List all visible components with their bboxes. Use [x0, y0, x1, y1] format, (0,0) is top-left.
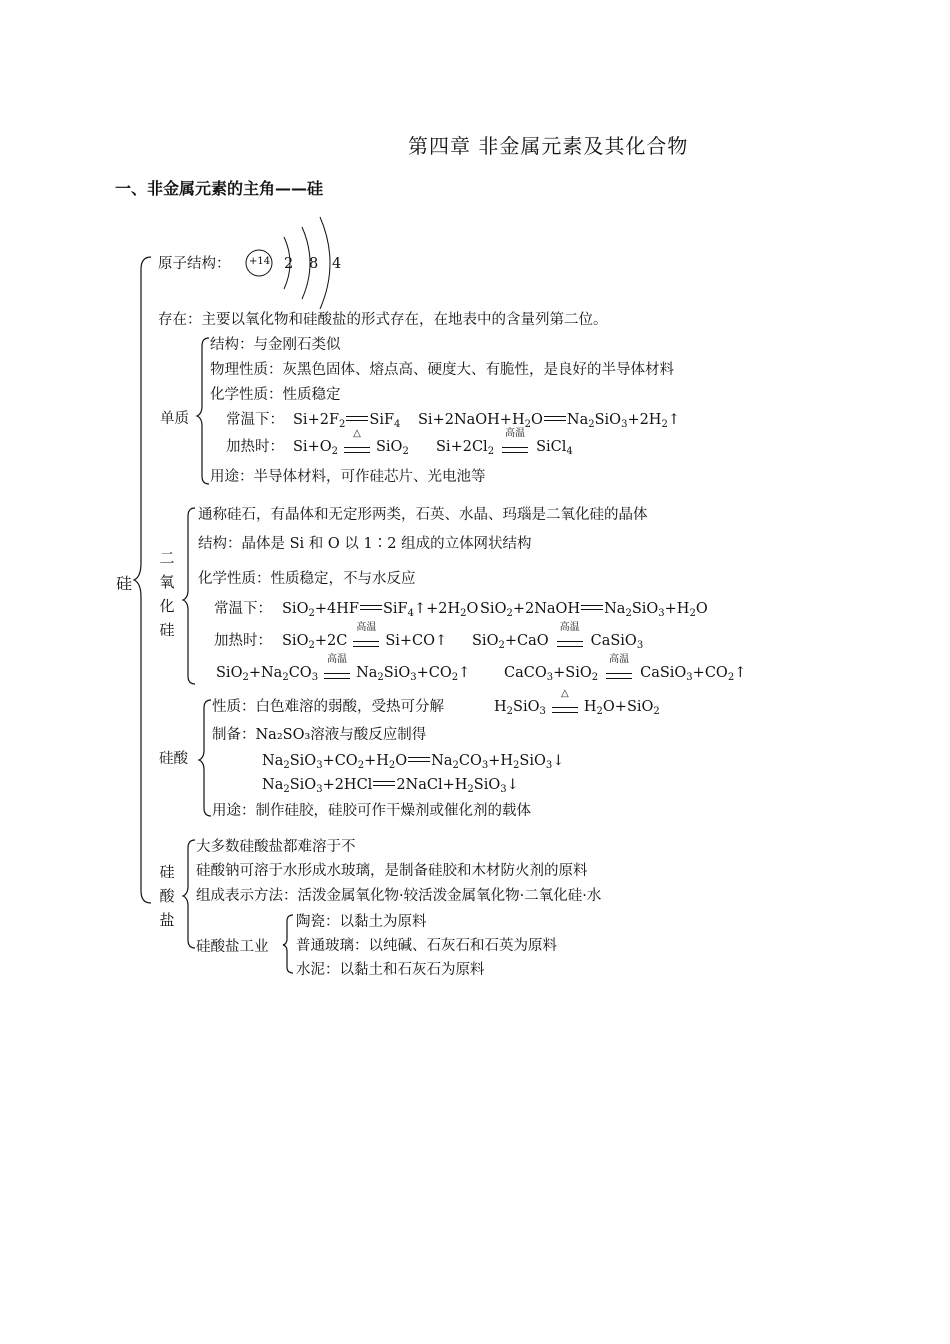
nucleus-charge: +14 — [249, 256, 271, 267]
eq-si-f2: $Si+2F_2$ SiF$_4$ — [293, 412, 401, 430]
industry-brace — [283, 913, 295, 975]
dioxide-chemical: 化学性质：性质稳定，不与水反应 — [198, 571, 416, 587]
section-title: 一、非金属元素的主角——硅 — [115, 179, 324, 198]
eq-si-naoh: $Si+2NaOH+H_2O$ $Na_2SiO_3+2H_2↑$ — [418, 412, 680, 430]
industry-glass: 普通玻璃：以纯碱、石灰石和石英为原料 — [296, 938, 557, 954]
root-label: 硅 — [116, 574, 133, 593]
acid-prep: 制备：Na₂SO₃溶液与酸反应制得 — [212, 727, 427, 743]
silicate-line-3: 组成表示方法：活泼金属氧化物·较活泼金属氧化物·二氧化硅·水 — [196, 888, 602, 904]
eq-si-cl2: $Si+2Cl_2$ 高温 SiCl$_4$ — [436, 428, 573, 457]
silicate-line-1: 大多数硅酸盐都难溶于不 — [196, 839, 356, 855]
acid-brace — [199, 698, 213, 818]
dioxide-heat-label: 加热时： — [214, 633, 272, 649]
element-chemical: 化学性质：性质稳定 — [210, 387, 341, 403]
silicate-brace — [183, 838, 197, 950]
silicate-line-2: 硅酸钠可溶于水形成水玻璃，是制备硅胶和木材防火剂的原料 — [196, 863, 588, 879]
industry-ceramics: 陶瓷：以黏土为原料 — [296, 914, 427, 930]
dioxide-structure: 结构：晶体是 Si 和 O 以 1∶2 组成的立体网状结构 — [198, 536, 532, 552]
silicate-industry-label: 硅酸盐工业 — [196, 939, 269, 955]
eq-na2sio3-hcl: $Na_2SiO_3+2HCl$ $2NaCl+H_2SiO_3↓$ — [262, 777, 519, 795]
element-physical: 物理性质：灰黑色固体、熔点高、硬度大、有脆性，是良好的半导体材料 — [210, 362, 674, 378]
existence-text: 存在：主要以氧化物和硅酸盐的形式存在，在地表中的含量列第二位。 — [158, 312, 608, 328]
dioxide-room-label: 常温下： — [214, 601, 272, 617]
acid-property: 性质：白色难溶的弱酸，受热可分解 — [212, 699, 444, 715]
element-label: 单质 — [160, 411, 189, 427]
eq-sio2-hf: SiO$_2$+4HF $SiF_4↑+2H_2O$ — [282, 601, 479, 619]
root-brace — [135, 255, 155, 905]
dioxide-name: 通称硅石，有晶体和无定形两类，石英、水晶、玛瑙是二氧化硅的晶体 — [198, 507, 648, 523]
element-room-label: 常温下： — [226, 412, 284, 428]
element-structure: 结构：与金刚石类似 — [210, 337, 341, 353]
eq-h2sio3-decomp: $H_2SiO_3$ △ $H_2O+SiO_2$ — [494, 688, 660, 717]
shell-3: 4 — [332, 256, 342, 272]
shell-2: 8 — [309, 256, 319, 272]
shell-1: 2 — [284, 256, 294, 272]
silicate-label: 硅 酸 盐 — [159, 863, 175, 929]
acid-label: 硅酸 — [159, 751, 188, 767]
cond-high-temp: 高温 — [505, 428, 526, 439]
dioxide-brace — [183, 506, 197, 686]
atomic-label: 原子结构： — [158, 256, 231, 272]
eq-sio2-cao: SiO$_2$+CaO 高温 CaSiO$_3$ — [472, 622, 644, 651]
eq-sio2-naoh: SiO$_2$+2NaOH $Na_2SiO_3+H_2O$ — [480, 601, 708, 619]
element-heat-label: 加热时： — [226, 439, 284, 455]
eq-caco3-sio2: CaCO$_3$+SiO$_2$ 高温 $CaSiO_3+CO_2↑$ — [504, 654, 747, 683]
chapter-title: 第四章 非金属元素及其化合物 — [408, 134, 689, 158]
element-brace — [197, 336, 211, 486]
cond-heat: △ — [353, 428, 361, 439]
industry-cement: 水泥：以黏土和石灰石为原料 — [296, 962, 485, 978]
eq-sio2-c: SiO$_2$+2C 高温 Si+CO↑ — [282, 622, 448, 651]
eq-si-o2: $Si+O_2$ △ SiO$_2$ — [293, 428, 409, 457]
eq-sio2-na2co3: $SiO_2+Na_2CO_3$ 高温 $Na_2SiO_3+CO_2↑$ — [216, 654, 471, 683]
eq-na2sio3-co2: $Na_2SiO_3+CO_2+H_2O$ $Na_2CO_3+H_2SiO_3↓$ — [262, 753, 565, 771]
dioxide-label: 二 氧 化 硅 — [159, 549, 175, 639]
element-use: 用途：半导体材料，可作硅芯片、光电池等 — [210, 469, 486, 485]
acid-use: 用途：制作硅胶，硅胶可作干燥剂或催化剂的载体 — [212, 803, 531, 819]
